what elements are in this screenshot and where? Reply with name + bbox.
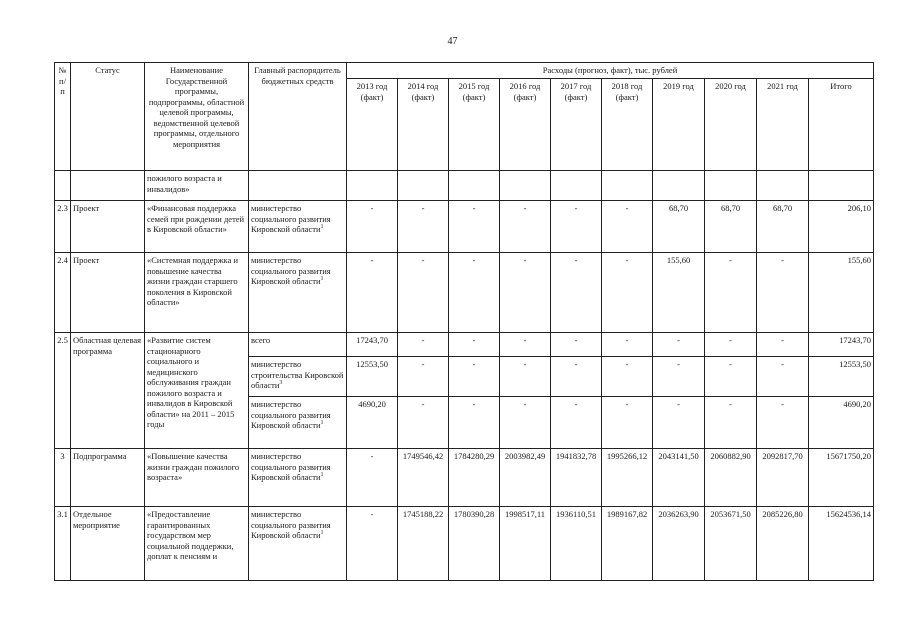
amount-cell: - <box>705 253 757 333</box>
row-number: 2.4 <box>55 253 71 333</box>
amount-cell: - <box>602 201 653 253</box>
amount-cell: 2053671,50 <box>705 507 757 581</box>
header-year: 2013 год (факт) <box>347 79 398 171</box>
amount-cell: 68,70 <box>757 201 809 253</box>
amount-cell: 1995266,12 <box>602 449 653 507</box>
amount-cell: - <box>449 201 500 253</box>
header-year: 2020 год <box>705 79 757 171</box>
row-manager <box>249 253 347 333</box>
amount-cell: - <box>705 357 757 397</box>
row-manager <box>249 507 347 581</box>
header-year: 2015 год (факт) <box>449 79 500 171</box>
table-row <box>55 333 874 357</box>
row-manager <box>249 449 347 507</box>
amount-cell: 15671750,20 <box>809 449 874 507</box>
amount-cell: 68,70 <box>653 201 705 253</box>
amount-cell: - <box>602 253 653 333</box>
amount-cell: 2036263,90 <box>653 507 705 581</box>
manager-text: министерство социального развития Кировской области <box>251 509 331 540</box>
manager-text: министерство социального развития Кировской области <box>251 203 331 234</box>
amount-cell: 17243,70 <box>809 333 874 357</box>
amount-cell: - <box>347 201 398 253</box>
amount-cell <box>653 171 705 201</box>
row-number: 2.3 <box>55 201 71 253</box>
amount-cell: - <box>705 397 757 449</box>
footnote-marker: 1 <box>320 420 324 427</box>
footnote-marker: 1 <box>320 530 324 537</box>
footnote-marker: 3 <box>279 380 283 387</box>
amount-cell: 12553,50 <box>347 357 398 397</box>
manager-text: министерство социального развития Кировской области <box>251 399 331 430</box>
row-name: «Финансовая поддержка семей при рождении детей в Кировской области» <box>145 201 249 253</box>
header-expenses: Расходы (прогноз, факт), тыс. рублей <box>347 63 874 79</box>
amount-cell: - <box>551 333 602 357</box>
amount-cell: 2060882,90 <box>705 449 757 507</box>
page-number: 47 <box>447 36 458 47</box>
row-status <box>71 171 145 201</box>
row-number: 3 <box>55 449 71 507</box>
header-year: 2021 год <box>757 79 809 171</box>
amount-cell: 68,70 <box>705 201 757 253</box>
table-row <box>55 253 874 333</box>
amount-cell <box>551 171 602 201</box>
amount-cell: - <box>347 253 398 333</box>
amount-cell: 155,60 <box>653 253 705 333</box>
amount-cell: 4690,20 <box>809 397 874 449</box>
table-row <box>55 449 874 507</box>
table-row <box>55 171 874 201</box>
row-manager <box>249 333 347 357</box>
amount-cell: 2003982,49 <box>500 449 551 507</box>
row-number: 2.5 <box>55 333 71 449</box>
row-status: Областная целевая программа <box>71 333 145 449</box>
amount-cell: - <box>398 357 449 397</box>
amount-cell: - <box>551 253 602 333</box>
amount-cell: - <box>551 357 602 397</box>
row-status: Проект <box>71 201 145 253</box>
header-manager: Главный распорядитель бюджетных средств <box>249 63 347 171</box>
amount-cell: - <box>500 333 551 357</box>
amount-cell: 155,60 <box>809 253 874 333</box>
footnote-marker: 1 <box>320 472 324 479</box>
row-status: Подпрограмма <box>71 449 145 507</box>
header-num: № п/п <box>55 63 71 171</box>
row-status: Проект <box>71 253 145 333</box>
amount-cell: - <box>653 333 705 357</box>
amount-cell <box>602 171 653 201</box>
header-year: Итого <box>809 79 874 171</box>
amount-cell: - <box>602 333 653 357</box>
row-manager <box>249 397 347 449</box>
header-status: Статус <box>71 63 145 171</box>
manager-text: министерство социального развития Кировской области <box>251 451 331 482</box>
amount-cell <box>757 171 809 201</box>
amount-cell: 2043141,50 <box>653 449 705 507</box>
amount-cell: - <box>500 253 551 333</box>
manager-text: министерство социального развития Кировской области <box>251 255 331 286</box>
row-manager <box>249 171 347 201</box>
amount-cell <box>398 171 449 201</box>
table-row <box>55 507 874 581</box>
amount-cell: 2085226,80 <box>757 507 809 581</box>
amount-cell: 4690,20 <box>347 397 398 449</box>
amount-cell: 17243,70 <box>347 333 398 357</box>
amount-cell: 1998517,11 <box>500 507 551 581</box>
amount-cell: - <box>551 201 602 253</box>
manager-text: всего <box>251 335 271 345</box>
header-year: 2017 год (факт) <box>551 79 602 171</box>
amount-cell: 2092817,70 <box>757 449 809 507</box>
amount-cell: - <box>398 333 449 357</box>
amount-cell: - <box>602 357 653 397</box>
row-number <box>55 171 71 201</box>
amount-cell: 1941832,78 <box>551 449 602 507</box>
amount-cell: 1784280,29 <box>449 449 500 507</box>
footnote-marker: 1 <box>320 224 324 231</box>
amount-cell: - <box>449 253 500 333</box>
amount-cell: - <box>551 397 602 449</box>
amount-cell <box>809 171 874 201</box>
header-year: 2018 год (факт) <box>602 79 653 171</box>
amount-cell: - <box>705 333 757 357</box>
row-name: «Повышение качества жизни граждан пожилого возраста» <box>145 449 249 507</box>
amount-cell: - <box>757 333 809 357</box>
amount-cell: - <box>757 357 809 397</box>
amount-cell: 12553,50 <box>809 357 874 397</box>
amount-cell: - <box>500 397 551 449</box>
amount-cell: - <box>602 397 653 449</box>
header-name: Наименование Государственной программы, подпрограммы, областной целевой программы, ведомственной целевой программы, отдельного мероприятия <box>145 63 249 171</box>
amount-cell: - <box>757 253 809 333</box>
amount-cell: 1745188,22 <box>398 507 449 581</box>
row-name: пожилого возраста и инвалидов» <box>145 171 249 201</box>
amount-cell: - <box>757 397 809 449</box>
amount-cell: - <box>398 397 449 449</box>
header-year: 2019 год <box>653 79 705 171</box>
amount-cell: - <box>653 397 705 449</box>
amount-cell: - <box>347 507 398 581</box>
amount-cell: 206,10 <box>809 201 874 253</box>
amount-cell <box>449 171 500 201</box>
budget-table <box>54 62 874 581</box>
amount-cell: - <box>347 449 398 507</box>
amount-cell: 15624536,14 <box>809 507 874 581</box>
header-year: 2014 год (факт) <box>398 79 449 171</box>
row-manager <box>249 201 347 253</box>
row-name: «Предоставление гарантированных государством мер социальной поддержки, доплат к пенсиям и <box>145 507 249 581</box>
amount-cell: - <box>449 357 500 397</box>
row-name: «Системная поддержка и повышение качества жизни граждан старшего поколения в Кировской области» <box>145 253 249 333</box>
row-number: 3.1 <box>55 507 71 581</box>
row-name: «Развитие систем стационарного социального и медицинского обслуживания граждан пожилого возраста и инвалидов в Кировской области» на 2011 – 2015 годы <box>145 333 249 449</box>
amount-cell: - <box>449 333 500 357</box>
amount-cell: - <box>500 201 551 253</box>
amount-cell: 1989167,82 <box>602 507 653 581</box>
amount-cell: - <box>398 201 449 253</box>
amount-cell <box>705 171 757 201</box>
amount-cell: - <box>449 397 500 449</box>
row-status: Отдельное мероприятие <box>71 507 145 581</box>
amount-cell: 1936110,51 <box>551 507 602 581</box>
amount-cell <box>347 171 398 201</box>
amount-cell: 1780390,28 <box>449 507 500 581</box>
amount-cell: 1749546,42 <box>398 449 449 507</box>
manager-text: министерство строительства Кировской области <box>251 359 344 390</box>
amount-cell: - <box>653 357 705 397</box>
amount-cell: - <box>500 357 551 397</box>
header-year: 2016 год (факт) <box>500 79 551 171</box>
footnote-marker: 1 <box>320 276 324 283</box>
amount-cell <box>500 171 551 201</box>
amount-cell: - <box>398 253 449 333</box>
table-row <box>55 201 874 253</box>
row-manager <box>249 357 347 397</box>
